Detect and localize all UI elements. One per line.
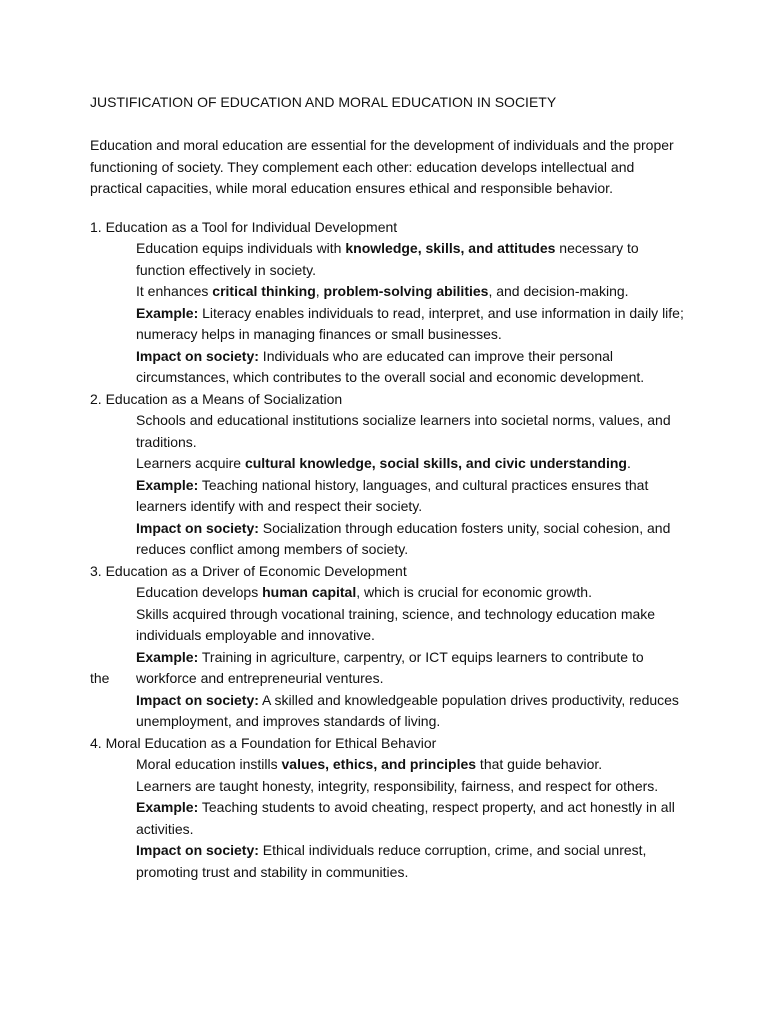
section-heading: 4. Moral Education as a Foundation for Ethical Behavior [90,734,437,751]
section-body [90,238,690,389]
intro-paragraph: Education and moral education are essential for the development of individuals and the proper functioning of society. They complement each other: education develops intellectual and practical capacities, while moral education ensures ethical and responsible behavior. [90,137,674,196]
bold-text: knowledge, skills, and attitudes [345,240,556,256]
section-4 [90,733,690,884]
bold-text: cultural knowledge, social skills, and civic understanding [244,455,627,471]
impact-point [136,690,690,733]
text-span: workforce and entrepreneurial ventures. [136,670,384,686]
document-page [90,92,690,883]
margin-word: the [90,670,110,686]
section-3 [90,561,690,733]
text-span: Education equips individuals with [136,240,346,256]
text-span: Learners acquire [136,455,245,471]
text-span: A skilled and knowledgeable population drives productivity, reduces unemployment, and improves standards of living. [136,691,679,729]
bold-text: problem-solving abilities [323,283,489,299]
impact-label: Impact on society: [136,347,259,364]
bold-text: critical thinking [212,283,316,299]
example-label: Example: [136,304,199,321]
text-span: necessary to function effectively in society. [136,240,639,278]
section-body [90,410,690,561]
example-label: Example: [136,648,199,665]
point-text [136,453,690,475]
text-span: , [315,283,324,299]
text-span: , and decision-making. [488,283,629,299]
section-1 [90,217,690,389]
impact-label: Impact on society: [136,691,259,708]
section-heading: 3. Education as a Driver of Economic Development [90,562,407,579]
example-continuation [90,668,690,690]
text-span: Moral education instills [136,756,282,772]
text-span: Teaching students to avoid cheating, respect property, and act honestly in all activities. [136,799,675,837]
text-span: that guide behavior. [476,756,603,772]
text-span: . [626,455,631,471]
document-title: JUSTIFICATION OF EDUCATION AND MORAL EDUCATION IN SOCIETY [90,94,557,110]
text-span: Education develops [136,584,263,600]
section-heading: 1. Education as a Tool for Individual Development [90,218,398,235]
point-text [136,582,690,604]
point-text: Schools and educational institutions socialize learners into societal norms, values, and traditions. [136,412,671,450]
text-span: Socialization through education fosters unity, social cohesion, and reduces conflict among members of society. [136,519,671,557]
text-span: It enhances [136,283,213,299]
point-text [136,238,690,281]
point-text: Skills acquired through vocational training, science, and technology education make individuals employable and innovative. [136,605,656,643]
text-span: , which is crucial for economic growth. [356,584,592,600]
point-text [136,754,690,776]
example-point [136,303,690,346]
section-body [90,582,690,733]
impact-label: Impact on society: [136,842,259,858]
example-label: Example: [136,476,199,493]
section-2 [90,389,690,561]
impact-point [136,518,690,561]
example-label: Example: [136,799,199,815]
impact-point [136,346,690,389]
section-heading: 2. Education as a Means of Socialization [90,390,343,407]
point-text [136,281,690,303]
point-text: Learners are taught honesty, integrity, responsibility, fairness, and respect for others. [136,777,659,794]
text-span: Teaching national history, languages, and cultural practices ensures that learners identify with and respect their society. [136,476,649,514]
text-span: Ethical individuals reduce corruption, crime, and social unrest, promoting trust and stability in communities. [136,842,647,880]
example-point [136,647,690,669]
bold-text: human capital [262,584,357,600]
example-point [136,797,690,840]
example-point [136,475,690,518]
text-span: Training in agriculture, carpentry, or ICT equips learners to contribute to [198,648,644,665]
text-span: Literacy enables individuals to read, interpret, and use information in daily life; numeracy helps in managing finances or small businesses. [136,304,684,342]
text-span: Individuals who are educated can improve their personal circumstances, which contributes to the overall social and economic development. [136,347,645,385]
section-body [90,754,690,883]
bold-text: values, ethics, and principles [281,756,477,772]
impact-point [136,840,690,883]
impact-label: Impact on society: [136,519,259,536]
